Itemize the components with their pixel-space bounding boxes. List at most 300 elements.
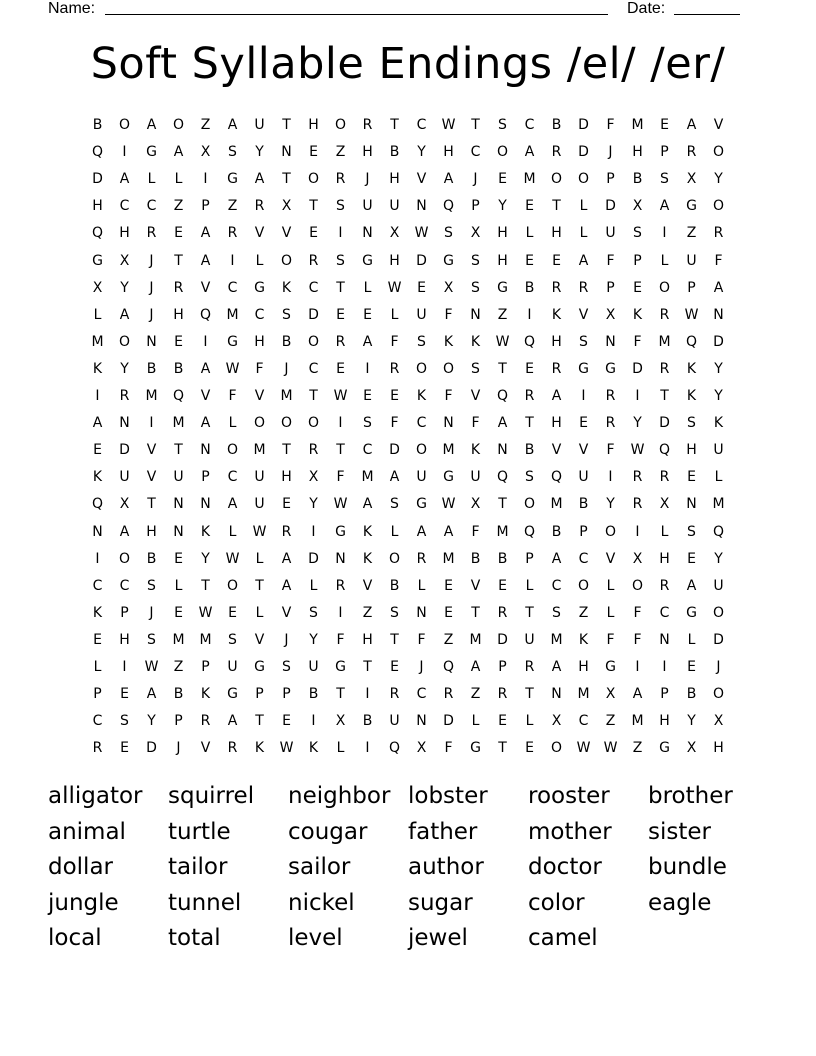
grid-letter: R — [416, 550, 427, 567]
grid-letter: Q — [199, 306, 211, 323]
grid-letter: F — [633, 631, 642, 648]
grid-letter: M — [361, 469, 374, 486]
grid-letter: U — [686, 252, 697, 269]
grid-letter: B — [524, 442, 535, 459]
grid-letter: G — [686, 198, 697, 215]
grid-letter: V — [200, 740, 211, 757]
grid-letter: K — [200, 686, 211, 703]
grid-letter: J — [284, 631, 289, 648]
grid-letter: A — [659, 198, 670, 215]
grid-letter: E — [444, 577, 453, 594]
grid-letter: R — [227, 740, 238, 757]
grid-letter: A — [281, 550, 292, 567]
grid-letter: C — [578, 550, 589, 567]
grid-letter: U — [389, 713, 400, 730]
grid-letter: Z — [686, 225, 697, 242]
grid-letter: B — [551, 117, 562, 133]
grid-letter: H — [92, 198, 103, 215]
word-list-item: tailor — [168, 854, 228, 880]
grid-letter: Y — [498, 198, 507, 215]
grid-letter: S — [228, 631, 237, 648]
grid-letter: F — [606, 252, 615, 269]
grid-letter: I — [338, 604, 343, 621]
grid-letter: K — [92, 469, 103, 486]
grid-letter: P — [201, 469, 210, 486]
grid-letter: I — [635, 659, 640, 675]
grid-letter: Y — [417, 144, 426, 161]
grid-letter: Q — [91, 225, 103, 242]
grid-letter: A — [146, 686, 157, 703]
grid-letter: S — [552, 604, 561, 621]
grid-letter: L — [390, 523, 399, 540]
grid-letter: K — [470, 333, 481, 350]
grid-letter: R — [686, 144, 697, 161]
grid-letter: D — [308, 306, 319, 323]
grid-letter: G — [416, 496, 427, 513]
grid-letter: S — [363, 415, 372, 432]
grid-letter: C — [578, 713, 589, 730]
grid-letter: P — [201, 659, 210, 675]
grid-letter: G — [254, 279, 265, 296]
grid-row — [84, 656, 732, 683]
grid-letter: T — [336, 279, 345, 296]
word-list-item: sailor — [288, 854, 351, 880]
grid-letter: K — [686, 388, 697, 404]
grid-letter: T — [282, 442, 291, 459]
grid-letter: A — [200, 225, 211, 242]
grid-letter: A — [389, 469, 400, 486]
grid-letter: J — [608, 144, 613, 161]
grid-letter: O — [118, 333, 130, 350]
grid-letter: O — [496, 144, 508, 161]
grid-letter: K — [470, 442, 481, 459]
grid-letter: W — [198, 604, 213, 621]
grid-letter: J — [149, 604, 154, 621]
grid-letter: J — [149, 306, 154, 323]
grid-letter: D — [146, 740, 157, 757]
grid-letter: B — [281, 333, 292, 350]
grid-letter: I — [311, 523, 316, 540]
grid-letter: W — [252, 523, 267, 540]
grid-letter: E — [687, 469, 696, 486]
grid-letter: T — [498, 496, 507, 513]
grid-letter: Q — [442, 198, 454, 215]
grid-letter: R — [308, 442, 319, 459]
grid-letter: A — [92, 415, 103, 432]
grid-letter: M — [496, 523, 509, 540]
grid-letter: X — [659, 496, 670, 513]
grid-letter: I — [122, 659, 127, 675]
grid-letter: R — [335, 171, 346, 188]
grid-letter: R — [551, 279, 562, 296]
grid-letter: E — [120, 686, 129, 703]
grid-letter: N — [362, 225, 373, 242]
grid-letter: K — [254, 740, 265, 757]
grid-letter: Z — [173, 198, 184, 215]
grid-letter: I — [311, 713, 316, 730]
grid-letter: Y — [120, 360, 129, 377]
word-list-item: doctor — [528, 854, 602, 880]
grid-row — [84, 737, 732, 764]
grid-letter: L — [579, 198, 588, 215]
grid-letter: K — [362, 523, 373, 540]
grid-letter: V — [416, 171, 427, 188]
grid-letter: L — [93, 306, 102, 323]
grid-letter: U — [524, 631, 535, 648]
grid-letter: W — [144, 659, 159, 675]
grid-letter: C — [227, 469, 238, 486]
grid-letter: U — [605, 225, 616, 242]
grid-letter: B — [389, 577, 400, 594]
grid-letter: H — [362, 144, 373, 161]
grid-letter: S — [687, 523, 696, 540]
grid-letter: L — [93, 659, 102, 675]
grid-letter: O — [253, 415, 265, 432]
grid-letter: L — [336, 740, 345, 757]
grid-letter: H — [254, 333, 265, 350]
grid-letter: H — [659, 713, 670, 730]
grid-letter: M — [280, 388, 293, 404]
grid-letter: V — [200, 388, 211, 404]
grid-letter: C — [659, 604, 670, 621]
word-list-item: lobster — [408, 783, 488, 809]
grid-letter: F — [336, 469, 345, 486]
grid-letter: T — [471, 604, 480, 621]
grid-letter: W — [441, 496, 456, 513]
grid-letter: K — [713, 415, 724, 432]
grid-letter: O — [550, 740, 562, 757]
grid-letter: B — [173, 686, 184, 703]
grid-letter: S — [147, 577, 156, 594]
grid-letter: A — [578, 252, 589, 269]
grid-letter: U — [254, 496, 265, 513]
grid-letter: S — [471, 252, 480, 269]
grid-letter: O — [307, 333, 319, 350]
grid-letter: E — [633, 279, 642, 296]
grid-letter: Y — [255, 144, 264, 161]
grid-letter: E — [390, 388, 399, 404]
grid-letter: W — [225, 550, 240, 567]
grid-letter: A — [146, 117, 157, 133]
grid-letter: H — [551, 415, 562, 432]
grid-letter: S — [579, 333, 588, 350]
grid-letter: I — [203, 171, 208, 188]
grid-letter: F — [633, 333, 642, 350]
grid-letter: C — [524, 117, 535, 133]
grid-letter: Y — [606, 496, 615, 513]
grid-letter: P — [525, 550, 534, 567]
grid-letter: Z — [173, 659, 184, 675]
grid-letter: F — [390, 333, 399, 350]
grid-letter: V — [254, 631, 265, 648]
grid-letter: P — [579, 523, 588, 540]
grid-letter: S — [525, 469, 534, 486]
grid-letter: O — [712, 198, 724, 215]
grid-letter: V — [470, 577, 481, 594]
grid-letter: C — [416, 686, 427, 703]
grid-letter: H — [281, 469, 292, 486]
grid-letter: L — [687, 631, 696, 648]
grid-letter: F — [336, 631, 345, 648]
grid-letter: A — [362, 496, 373, 513]
grid-letter: G — [227, 333, 238, 350]
grid-letter: E — [336, 360, 345, 377]
grid-letter: J — [473, 171, 478, 188]
grid-letter: R — [578, 279, 589, 296]
grid-letter: P — [174, 713, 183, 730]
grid-letter: V — [200, 279, 211, 296]
grid-letter: T — [336, 686, 345, 703]
grid-letter: W — [333, 388, 348, 404]
grid-letter: E — [174, 333, 183, 350]
grid-letter: R — [308, 252, 319, 269]
grid-letter: M — [199, 631, 212, 648]
grid-letter: P — [471, 198, 480, 215]
grid-letter: B — [362, 713, 373, 730]
grid-letter: K — [578, 631, 589, 648]
grid-letter: C — [362, 442, 373, 459]
grid-letter: G — [686, 604, 697, 621]
grid-letter: U — [578, 469, 589, 486]
grid-letter: A — [200, 360, 211, 377]
grid-letter: G — [605, 360, 616, 377]
grid-letter: S — [390, 496, 399, 513]
grid-letter: H — [389, 252, 400, 269]
grid-letter: E — [93, 631, 102, 648]
grid-letter: P — [606, 279, 615, 296]
grid-row — [84, 602, 732, 629]
grid-letter: W — [576, 740, 591, 757]
grid-letter: K — [632, 306, 643, 323]
grid-letter: C — [119, 577, 130, 594]
grid-letter: N — [200, 442, 211, 459]
grid-letter: Q — [712, 523, 724, 540]
grid-letter: W — [630, 442, 645, 459]
grid-letter: P — [660, 686, 669, 703]
name-blank-line — [105, 14, 608, 15]
grid-letter: Q — [388, 740, 400, 757]
grid-letter: T — [390, 631, 399, 648]
grid-letter: H — [632, 144, 643, 161]
grid-letter: R — [632, 496, 643, 513]
grid-row — [84, 548, 732, 575]
grid-letter: Q — [523, 523, 535, 540]
grid-letter: D — [713, 333, 724, 350]
grid-letter: H — [686, 442, 697, 459]
grid-row — [84, 575, 732, 602]
grid-letter: T — [282, 171, 291, 188]
word-list-item: alligator — [48, 783, 143, 809]
word-list-item: nickel — [288, 889, 355, 916]
grid-letter: J — [716, 659, 721, 675]
grid-letter: D — [578, 117, 589, 133]
grid-letter: K — [281, 279, 292, 296]
grid-letter: X — [605, 686, 616, 703]
word-list-item: mother — [528, 818, 612, 845]
grid-letter: L — [525, 713, 534, 730]
grid-letter: E — [498, 713, 507, 730]
grid-letter: S — [228, 144, 237, 161]
grid-row — [84, 412, 732, 439]
grid-row — [84, 141, 732, 168]
grid-letter: H — [551, 333, 562, 350]
grid-letter: H — [659, 550, 670, 567]
grid-letter: Y — [309, 496, 318, 513]
grid-letter: O — [712, 686, 724, 703]
grid-letter: F — [606, 442, 615, 459]
grid-letter: O — [118, 117, 130, 133]
grid-letter: O — [118, 550, 130, 567]
grid-letter: N — [281, 144, 292, 161]
grid-letter: E — [579, 415, 588, 432]
grid-letter: O — [415, 442, 427, 459]
grid-letter: K — [416, 388, 427, 404]
grid-letter: D — [443, 713, 454, 730]
grid-letter: L — [390, 306, 399, 323]
grid-letter: T — [660, 388, 669, 404]
grid-letter: X — [389, 225, 400, 242]
grid-letter: A — [416, 523, 427, 540]
grid-letter: I — [365, 360, 370, 377]
grid-letter: B — [578, 496, 589, 513]
grid-letter: R — [524, 659, 535, 675]
grid-letter: O — [658, 279, 670, 296]
grid-letter: Q — [442, 659, 454, 675]
grid-letter: O — [550, 171, 562, 188]
grid-letter: E — [93, 442, 102, 459]
grid-letter: C — [416, 415, 427, 432]
grid-letter: E — [174, 550, 183, 567]
grid-letter: A — [227, 496, 238, 513]
grid-letter: X — [551, 713, 562, 730]
grid-letter: S — [282, 306, 291, 323]
grid-letter: X — [632, 550, 643, 567]
grid-letter: T — [174, 252, 183, 269]
grid-letter: R — [713, 225, 724, 242]
grid-letter: B — [686, 686, 697, 703]
grid-letter: X — [281, 198, 292, 215]
grid-letter: U — [227, 659, 238, 675]
grid-letter: S — [336, 198, 345, 215]
grid-letter: G — [146, 144, 157, 161]
grid-letter: U — [362, 198, 373, 215]
grid-letter: H — [713, 740, 724, 757]
grid-letter: G — [92, 252, 103, 269]
grid-letter: N — [497, 442, 508, 459]
grid-letter: F — [471, 523, 480, 540]
grid-letter: S — [309, 604, 318, 621]
grid-letter: R — [497, 604, 508, 621]
word-list-item: eagle — [648, 889, 712, 916]
grid-letter: S — [498, 117, 507, 133]
word-list-item: bundle — [648, 854, 727, 880]
grid-letter: E — [660, 117, 669, 133]
grid-letter: V — [281, 604, 292, 621]
grid-row — [84, 331, 732, 358]
grid-letter: S — [390, 604, 399, 621]
grid-letter: I — [338, 415, 343, 432]
grid-letter: E — [525, 252, 534, 269]
grid-letter: A — [119, 306, 130, 323]
grid-letter: T — [309, 388, 318, 404]
grid-letter: O — [307, 415, 319, 432]
grid-letter: S — [147, 631, 156, 648]
grid-letter: I — [527, 306, 532, 323]
grid-row — [84, 195, 732, 222]
grid-letter: I — [608, 469, 613, 486]
grid-letter: A — [686, 577, 697, 594]
grid-letter: Z — [578, 604, 589, 621]
grid-letter: R — [524, 388, 535, 404]
grid-letter: E — [687, 659, 696, 675]
grid-letter: N — [335, 550, 346, 567]
grid-letter: F — [417, 631, 426, 648]
word-list-item: camel — [528, 925, 598, 951]
grid-row — [84, 250, 732, 277]
grid-letter: O — [523, 496, 535, 513]
name-label: Name: — [48, 0, 96, 17]
grid-letter: Q — [550, 469, 562, 486]
grid-letter: Q — [523, 333, 535, 350]
grid-letter: H — [497, 252, 508, 269]
grid-letter: N — [146, 333, 157, 350]
grid-letter: C — [146, 198, 157, 215]
grid-letter: I — [203, 333, 208, 350]
grid-letter: L — [174, 171, 183, 188]
grid-letter: B — [497, 550, 508, 567]
grid-letter: D — [713, 631, 724, 648]
grid-letter: X — [713, 713, 724, 730]
grid-letter: J — [149, 279, 154, 296]
grid-letter: H — [497, 225, 508, 242]
grid-letter: M — [550, 496, 563, 513]
grid-letter: G — [254, 659, 265, 675]
grid-letter: Y — [120, 279, 129, 296]
grid-letter: E — [363, 306, 372, 323]
grid-letter: C — [254, 306, 265, 323]
grid-letter: R — [335, 577, 346, 594]
grid-row — [84, 222, 732, 249]
grid-letter: I — [581, 388, 586, 404]
grid-letter: O — [334, 117, 346, 133]
grid-letter: I — [365, 740, 370, 757]
grid-letter: E — [228, 604, 237, 621]
grid-letter: S — [471, 360, 480, 377]
grid-letter: E — [525, 740, 534, 757]
grid-letter: B — [146, 360, 157, 377]
grid-letter: F — [606, 631, 615, 648]
grid-letter: N — [92, 523, 103, 540]
word-list-item: local — [48, 925, 102, 951]
grid-letter: H — [362, 631, 373, 648]
grid-letter: R — [551, 144, 562, 161]
grid-letter: E — [363, 388, 372, 404]
grid-letter: R — [173, 279, 184, 296]
grid-letter: O — [307, 171, 319, 188]
grid-letter: F — [390, 415, 399, 432]
grid-letter: X — [443, 279, 454, 296]
grid-letter: N — [470, 306, 481, 323]
grid-letter: A — [686, 117, 697, 133]
grid-letter: F — [606, 117, 615, 133]
grid-letter: R — [443, 686, 454, 703]
grid-letter: R — [605, 388, 616, 404]
grid-letter: N — [416, 604, 427, 621]
grid-letter: C — [92, 713, 103, 730]
grid-letter: L — [228, 415, 237, 432]
grid-letter: L — [228, 523, 237, 540]
grid-letter: O — [172, 117, 184, 133]
